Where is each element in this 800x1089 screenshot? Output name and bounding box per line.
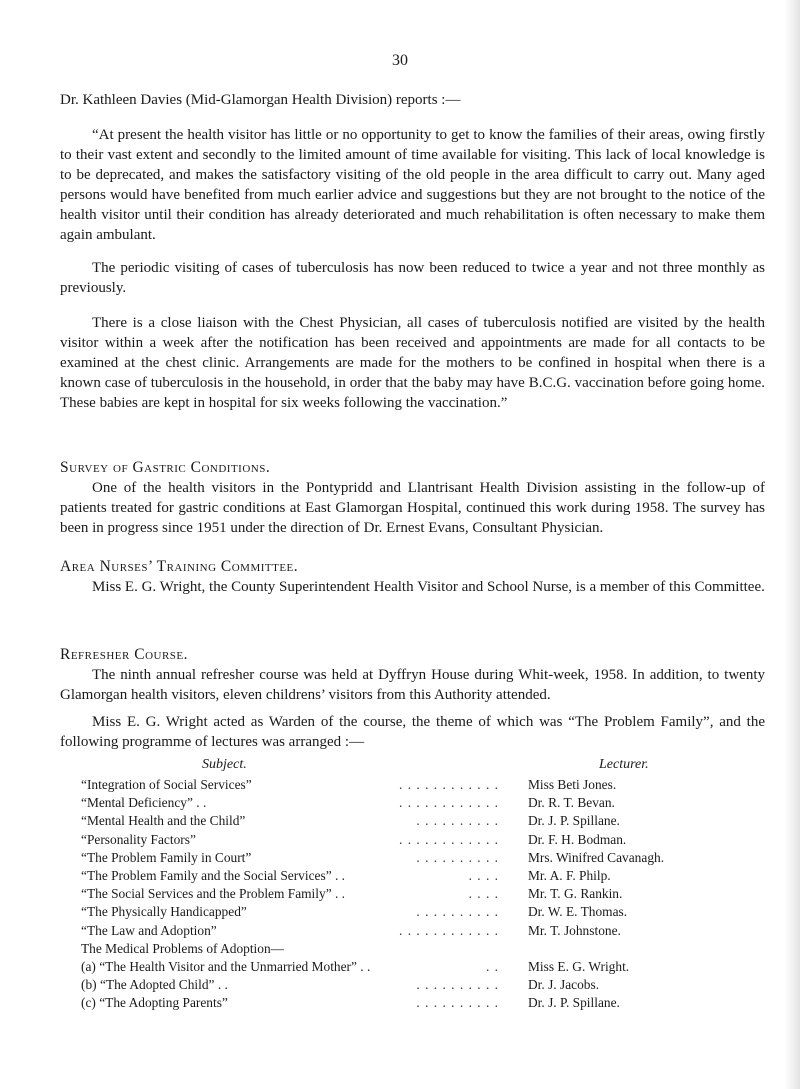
lecture-subject: “Mental Deficiency” . . <box>81 795 207 811</box>
lecture-row <box>81 885 781 903</box>
lecture-subject: “The Physically Handicapped” <box>81 904 247 920</box>
lecture-subject: “Personality Factors” <box>81 831 196 847</box>
lecture-subject: (a) “The Health Visitor and the Unmarried Mother” . . <box>81 958 371 974</box>
paragraph-warden-programme: Miss E. G. Wright acted as Warden of the course, the theme of which was “The Problem Family”, and the following programme of lectures was arranged :— <box>60 714 765 750</box>
lecture-lecturer: Dr. J. Jacobs. <box>528 977 600 993</box>
lecture-lecturer: Dr. W. E. Thomas. <box>528 904 628 920</box>
lecture-subject: The Medical Problems of Adoption— <box>81 940 285 956</box>
lecture-subject: (b) “The Adopted Child” . . <box>81 977 228 993</box>
lecture-row <box>81 994 781 1012</box>
leader-dots: . . . . . . . . . . . . <box>399 922 499 938</box>
lecture-row <box>81 922 781 940</box>
leader-dots: . . . . . . . . . . <box>416 849 499 865</box>
paragraph-chest-physician-liaison: There is a close liaison with the Chest Physician, all cases of tuberculosis notified are visited by the health visitor within a week after the notification has been received and appointments are made for all contacts to be examined at the chest clinic. Arrangements are made for the mothers to be confined in hospital when there is a known case of tuberculosis in the household, in order that the baby may have B.C.G. vaccination before going home. These babies are kept in hospital for six weeks following the vaccination.” <box>60 315 765 411</box>
lecture-row <box>81 903 781 921</box>
leader-dots: . . . . . . . . . . <box>416 995 499 1011</box>
lecture-row <box>81 867 781 885</box>
lecture-lecturer: Dr. J. P. Spillane. <box>528 813 620 829</box>
paragraph-tuberculosis-visiting: The periodic visiting of cases of tuberculosis has now been reduced to twice a year and not three monthly as previously. <box>60 260 765 296</box>
lecture-lecturer: Dr. R. T. Bevan. <box>528 795 615 811</box>
lecture-lecturer: Miss Beti Jones. <box>528 777 617 792</box>
paragraph-refresher-course: The ninth annual refresher course was held at Dyffryn House during Whit-week, 1958. In addition, to twenty Glamorgan health visitors, eleven childrens’ visitors from this Authority attended. <box>60 667 765 703</box>
leader-dots: . . . . . . . . . . <box>416 813 499 829</box>
lecture-row <box>81 849 781 867</box>
lecture-lecturer: Dr. F. H. Bodman. <box>528 831 627 847</box>
lecture-row <box>81 976 781 994</box>
leader-dots: . . <box>485 958 499 974</box>
page-edge-shadow <box>784 0 800 1089</box>
lecture-subject: “Integration of Social Services” <box>81 777 252 792</box>
lecture-lecturer: Miss E. G. Wright. <box>528 958 630 974</box>
leader-dots: . . . . <box>468 867 499 883</box>
subject-column-header: Subject. <box>202 757 247 772</box>
lecture-group-heading <box>81 940 781 958</box>
lecture-subject: “The Social Services and the Problem Family” . . <box>81 886 346 902</box>
intro-line: Dr. Kathleen Davies (Mid-Glamorgan Health Division) reports :— <box>60 92 461 108</box>
lecture-lecturer: Mr. T. Johnstone. <box>528 922 621 938</box>
lecture-lecturer: Mr. T. G. Rankin. <box>528 886 623 902</box>
leader-dots: . . . . . . . . . . . . <box>399 795 499 811</box>
paragraph-absence-of-local-knowledge: “At present the health visitor has little or no opportunity to get to know the families of their areas, owing firstly to their vast extent and secondly to the limited amount of time available for visiting. This lack of local knowledge is to be deprecated, and makes the satisfactory visiting of the old people in the area difficult to carry out. Many aged persons would have benefited from much earlier advice and suggestions but they are not brought to the notice of the health visitor until their condition has already deteriorated and much rehabilitation is often necessary to make them again ambulant. <box>60 127 765 243</box>
lecture-subject: “The Problem Family and the Social Services” . . <box>81 867 346 883</box>
leader-dots: . . . . <box>468 886 499 902</box>
heading-survey-gastric-conditions: Survey of Gastric Conditions. <box>60 459 271 476</box>
lecture-subject: “Mental Health and the Child” <box>81 813 246 829</box>
lecture-lecturer: Dr. J. P. Spillane. <box>528 995 620 1011</box>
leader-dots: . . . . . . . . . . <box>416 977 499 993</box>
paragraph-gastric-survey: One of the health visitors in the Pontypridd and Llantrisant Health Division assisting in the follow-up of patients treated for gastric conditions at East Glamorgan Hospital, continued this work during 1958. The survey has been in progress since 1951 under the direction of Dr. Ernest Evans, Consultant Physician. <box>60 480 765 536</box>
lecture-row <box>81 794 781 812</box>
lecture-subject: (c) “The Adopting Parents” <box>81 995 228 1011</box>
paragraph-committee-member: Miss E. G. Wright, the County Superintendent Health Visitor and School Nurse, is a member of this Committee. <box>92 579 765 595</box>
lecture-row <box>81 812 781 830</box>
lecture-subject: “The Law and Adoption” <box>81 922 217 938</box>
leader-dots: . . . . . . . . . . <box>416 904 499 920</box>
leader-dots: . . . . . . . . . . . . <box>399 777 499 792</box>
leader-dots: . . . . . . . . . . . . <box>399 831 499 847</box>
lecture-lecturer: Mrs. Winifred Cavanagh. <box>528 849 665 865</box>
page-number: 30 <box>392 52 408 69</box>
lecture-programme-list <box>81 776 781 1012</box>
lecture-row <box>81 831 781 849</box>
heading-refresher-course: Refresher Course. <box>60 646 188 663</box>
lecturer-column-header: Lecturer. <box>599 757 649 772</box>
lecture-subject: “The Problem Family in Court” <box>81 849 252 865</box>
heading-area-nurses-training: Area Nurses’ Training Committee. <box>60 558 299 575</box>
lecture-row <box>81 776 781 794</box>
lecture-row <box>81 958 781 976</box>
lecture-lecturer: Mr. A. F. Philp. <box>528 867 611 883</box>
